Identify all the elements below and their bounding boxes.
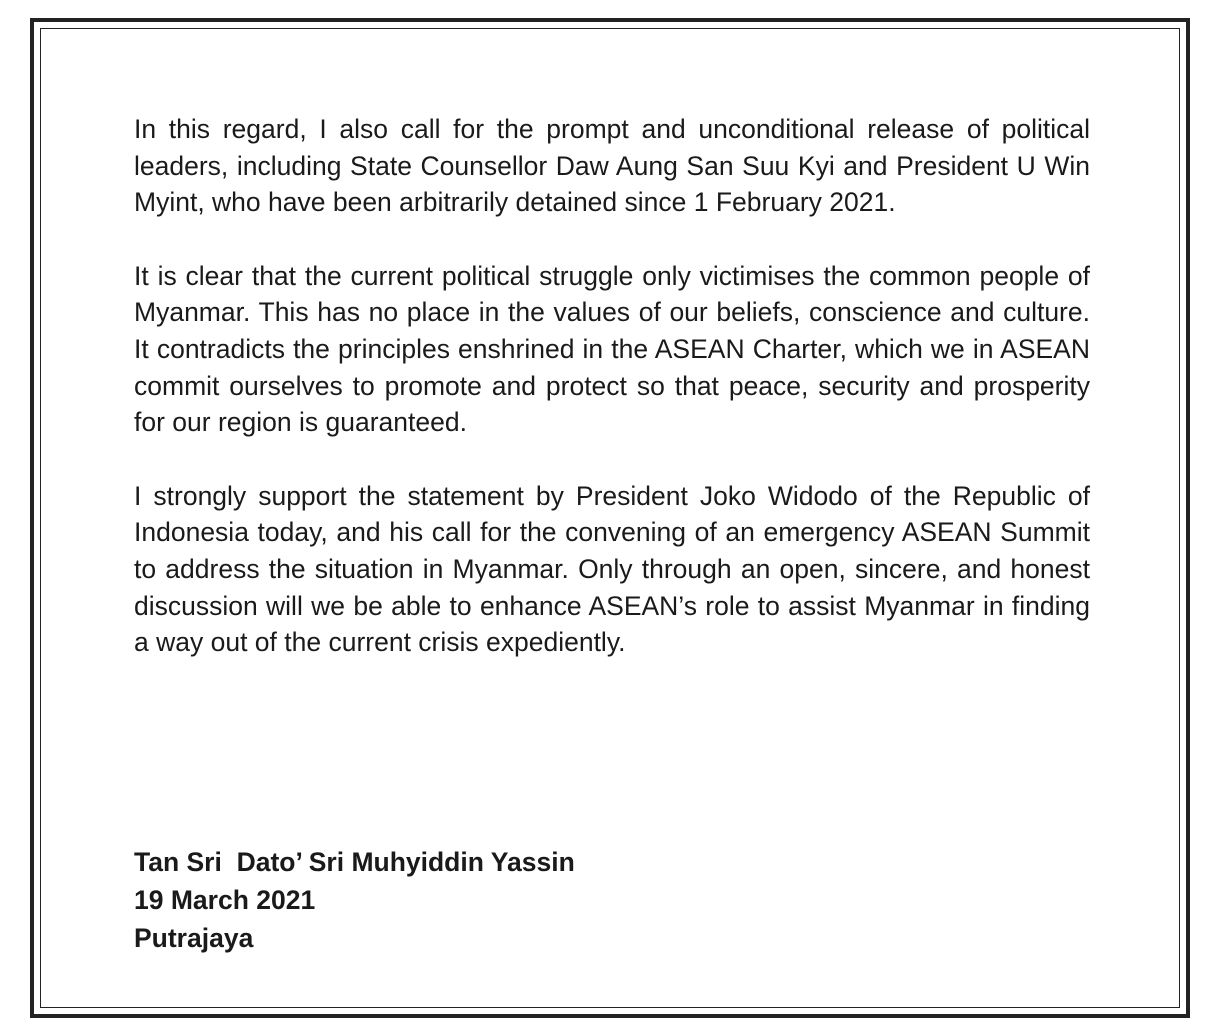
signatory-name: Tan Sri Dato’ Sri Muhyiddin Yassin — [134, 847, 575, 877]
signature-date: 19 March 2021 — [134, 885, 316, 915]
paragraph-asean-summit: I strongly support the statement by President Joko Widodo of the Republic of Indonesia today, and his call for the convening of an emergency ASEAN Summit to address the situation in Myanmar. Only through an open, sincere, and honest discussion will we be able to enhance ASEAN’s role to assist Myanmar in finding a way out of the current crisis expediently. — [134, 480, 1090, 658]
letter-body — [134, 111, 1090, 698]
paragraph-release-call: In this regard, I also call for the prompt and unconditional release of political leaders, including State Counsellor Daw Aung San Suu Kyi and President U Win Myint, who have been arbitrarily detained since 1 February 2021. — [134, 114, 1090, 218]
signature-place: Putrajaya — [134, 923, 254, 953]
signature-block — [134, 843, 575, 957]
paragraph-political-struggle: It is clear that the current political struggle only victimises the common people of Myanmar. This has no place in the values of our beliefs, conscience and culture. It contradicts the principles enshrined in the ASEAN Charter, which we in ASEAN commit ourselves to promote and protect so that peace, security and prosperity for our region is guaranteed. — [134, 260, 1090, 438]
